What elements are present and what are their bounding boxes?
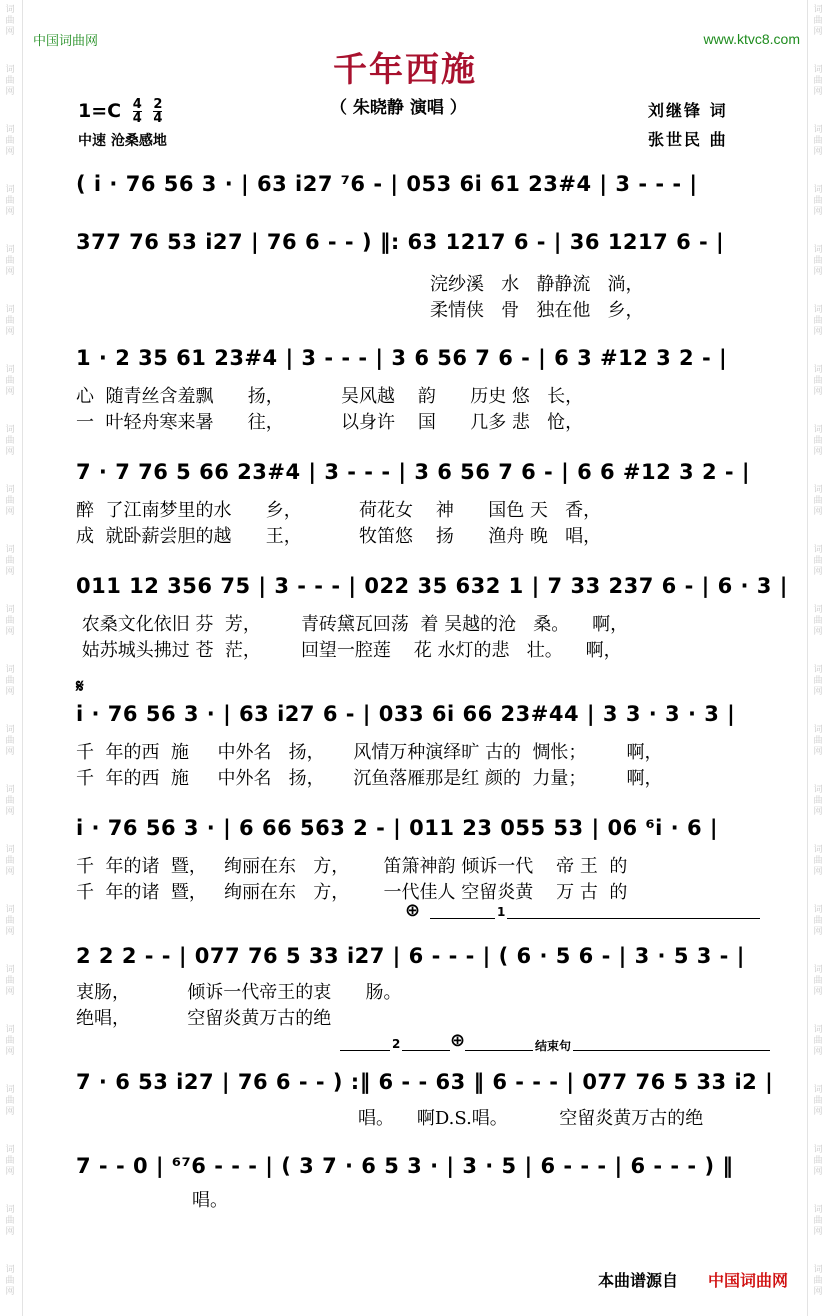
side-watermark-text: 词 曲 网 xyxy=(813,785,823,817)
score-line-9-notes: 7 · 6 53 i27 | 76 6 - - ) :‖ 6 - - 63 ‖ 6 - - - | 077 76 5 33 i2 | xyxy=(76,1070,774,1094)
side-watermark-text: 词 曲 网 xyxy=(813,1205,823,1237)
key-signature xyxy=(78,98,162,125)
side-watermark-text: 词 曲 网 xyxy=(5,425,15,457)
side-watermark-text: 词 曲 网 xyxy=(5,185,15,217)
side-watermark-text: 词 曲 网 xyxy=(813,905,823,937)
side-watermark-text: 词 曲 网 xyxy=(813,245,823,277)
score-line-5-lyric-2: 姑苏城头拂过 苍 茫， 回望一腔莲 花 水灯的悲 壮。 啊， xyxy=(76,640,622,661)
score-line-2-lyric-1: 浣纱溪 水 静静流 淌， xyxy=(430,274,644,295)
side-watermark-text: 词 曲 网 xyxy=(5,1265,15,1297)
side-watermark-text: 词 曲 网 xyxy=(813,305,823,337)
side-watermark-text: 词 曲 网 xyxy=(813,425,823,457)
side-watermark-text: 词 曲 网 xyxy=(5,665,15,697)
side-watermark-text: 词 曲 网 xyxy=(813,725,823,757)
side-watermark-text: 词 曲 网 xyxy=(5,1025,15,1057)
side-watermark-text: 词 曲 网 xyxy=(5,1205,15,1237)
score-line-2-notes: 377 76 53 i27 | 76 6 - - ) ‖: 63 1217 6 - | 36 1217 6 - | xyxy=(76,230,725,254)
side-watermark-text: 词 曲 网 xyxy=(5,785,15,817)
site-url-top-right[interactable]: www.ktvc8.com xyxy=(703,31,800,47)
side-watermark-text: 词 曲 网 xyxy=(5,245,15,277)
side-watermark-text: 词 曲 网 xyxy=(5,485,15,517)
side-watermark-text: 词 曲 网 xyxy=(5,725,15,757)
side-watermark-text: 词 曲 网 xyxy=(813,1025,823,1057)
score-line-7-lyric-1: 千 年的诸 暨， 绚丽在东 方， 笛箫神韵 倾诉一代 帝 王 的 xyxy=(76,856,628,877)
side-watermark-text: 词 曲 网 xyxy=(813,5,823,37)
score-line-6-lyric-2: 千 年的西 施 中外名 扬， 沉鱼落雁那是红 颜的 力量； 啊， xyxy=(76,768,663,789)
tempo-marking: 中速 沧桑感地 xyxy=(78,133,167,149)
score-line-8-lyric-1: 衷肠， 倾诉一代帝王的衷 肠。 xyxy=(76,982,402,1003)
side-watermark-text: 词 曲 网 xyxy=(813,965,823,997)
side-watermark-text: 词 曲 网 xyxy=(813,545,823,577)
side-watermark-text: 词 曲 网 xyxy=(813,845,823,877)
side-watermark-text: 词 曲 网 xyxy=(813,485,823,517)
side-watermark-text: 词 曲 网 xyxy=(5,125,15,157)
coda-sign-2: ⊕ xyxy=(450,1030,466,1051)
side-watermark-text: 词 曲 网 xyxy=(813,605,823,637)
side-watermark-text: 词 曲 网 xyxy=(5,65,15,97)
side-watermark-text: 词 曲 网 xyxy=(813,125,823,157)
footer-source-label: 本曲谱源自 xyxy=(598,1271,679,1290)
side-watermark-text: 词 曲 网 xyxy=(813,1145,823,1177)
side-watermark-text: 词 曲 网 xyxy=(5,5,15,37)
score-line-3-lyric-1: 心 随青丝含羞飘 扬， 吴风越 韵 历史 悠 长， xyxy=(76,386,584,407)
side-watermark-text: 词 曲 网 xyxy=(813,1265,823,1297)
side-watermark-text: 词 曲 网 xyxy=(5,1085,15,1117)
score-line-6-notes: i · 76 56 3 · | 63 i27 6 - | 033 6i 66 23#44 | 3 3 · 3 · 3 | xyxy=(76,702,736,726)
side-watermark-text: 词 曲 网 xyxy=(813,665,823,697)
score-line-7-notes: i · 76 56 3 · | 6 66 563 2 - | 011 23 055 53 | 06 ⁶i · 6 | xyxy=(76,816,719,840)
score-line-4-lyric-2: 成 就卧薪尝胆的越 王， 牧笛悠 扬 渔舟 晚 唱， xyxy=(76,526,602,547)
key-label: 1=C xyxy=(78,100,122,122)
score-line-10-notes: 7 - - 0 | ⁶⁷6 - - - | ( 3 7 · 6 5 3 · | 3 · 5 | 6 - - - | 6 - - - ) ‖ xyxy=(76,1154,734,1178)
score-line-5-notes: 011 12 356 75 | 3 - - - | 022 35 632 1 | 7 33 237 6 - | 6 · 3 | xyxy=(76,574,788,598)
coda-sign-1: ⊕ xyxy=(405,900,421,921)
score-line-9-lyric-1: 唱。 啊D.S.唱。 空留炎黄万古的绝 xyxy=(358,1108,704,1129)
side-watermark-text: 词 曲 网 xyxy=(5,1145,15,1177)
score-line-3-notes: 1 · 2 35 61 23#4 | 3 - - - | 3 6 56 7 6 - | 6 3 #12 3 2 - | xyxy=(76,346,728,370)
score-line-6-lyric-1: 千 年的西 施 中外名 扬， 风情万种演绎旷 古的 惆怅； 啊， xyxy=(76,742,663,763)
side-watermark-text: 词 曲 网 xyxy=(5,365,15,397)
segno-sign: 𝄋 xyxy=(76,676,84,697)
site-name-top-left: 中国词曲网 xyxy=(33,34,99,49)
side-watermark-text: 词 曲 网 xyxy=(5,545,15,577)
composer-credit: 张世民 曲 xyxy=(648,130,728,149)
score-line-8-notes: 2 2 2 - - | 077 76 5 33 i27 | 6 - - - | ( 6 · 5 6 - | 3 · 5 3 - | xyxy=(76,944,745,968)
score-line-10-lyric-1: 唱。 xyxy=(192,1190,228,1211)
side-watermark-text: 词 曲 网 xyxy=(5,905,15,937)
singer-subtitle: （ 朱晓静 演唱 ） xyxy=(330,98,467,118)
lyricist-credit: 刘继锋 词 xyxy=(648,101,728,120)
footer-source-site[interactable]: 中国词曲网 xyxy=(708,1271,789,1290)
side-watermark-text: 词 曲 网 xyxy=(813,185,823,217)
left-watermark-strip xyxy=(0,0,23,1316)
side-watermark-text: 词 曲 网 xyxy=(5,605,15,637)
score-line-5-lyric-1: 农桑文化依旧 芬 芳， 青砖黛瓦回荡 着 吴越的沧 桑。 啊， xyxy=(76,614,629,635)
score-line-4-lyric-1: 醉 了江南梦里的水 乡， 荷花女 神 国色 天 香， xyxy=(76,500,602,521)
song-title: 千年西施 xyxy=(333,50,477,90)
right-watermark-strip xyxy=(807,0,830,1316)
side-watermark-text: 词 曲 网 xyxy=(813,65,823,97)
side-watermark-text: 词 曲 网 xyxy=(813,365,823,397)
score-line-1-notes: ( i · 76 56 3 · | 63 i27 ⁷6 - | 053 6i 61 23#4 | 3 - - - | xyxy=(76,172,698,196)
side-watermark-text: 词 曲 网 xyxy=(5,845,15,877)
side-watermark-text: 词 曲 网 xyxy=(5,965,15,997)
side-watermark-text: 词 曲 网 xyxy=(5,305,15,337)
ending-phrase-bracket: 结束句 xyxy=(465,1050,770,1051)
score-line-3-lyric-2: 一 叶轻舟寒来暑 往， 以身许 国 几多 悲 怆， xyxy=(76,412,584,433)
volta-bracket-2: 2 xyxy=(340,1050,450,1051)
score-line-4-notes: 7 · 7 76 5 66 23#4 | 3 - - - | 3 6 56 7 6 - | 6 6 #12 3 2 - | xyxy=(76,460,751,484)
time-signature-2: $\frac{2}{4}$ xyxy=(153,97,163,126)
score-line-2-lyric-2: 柔情侠 骨 独在他 乡， xyxy=(430,300,644,321)
score-line-7-lyric-2: 千 年的诸 暨， 绚丽在东 方， 一代佳人 空留炎黄 万 古 的 xyxy=(76,882,628,903)
score-line-8-lyric-2: 绝唱， 空留炎黄万古的绝 xyxy=(76,1008,332,1029)
volta-bracket-1: 1 xyxy=(430,918,760,919)
side-watermark-text: 词 曲 网 xyxy=(813,1085,823,1117)
time-signature-1: $\frac{4}{4}$ xyxy=(132,97,142,126)
